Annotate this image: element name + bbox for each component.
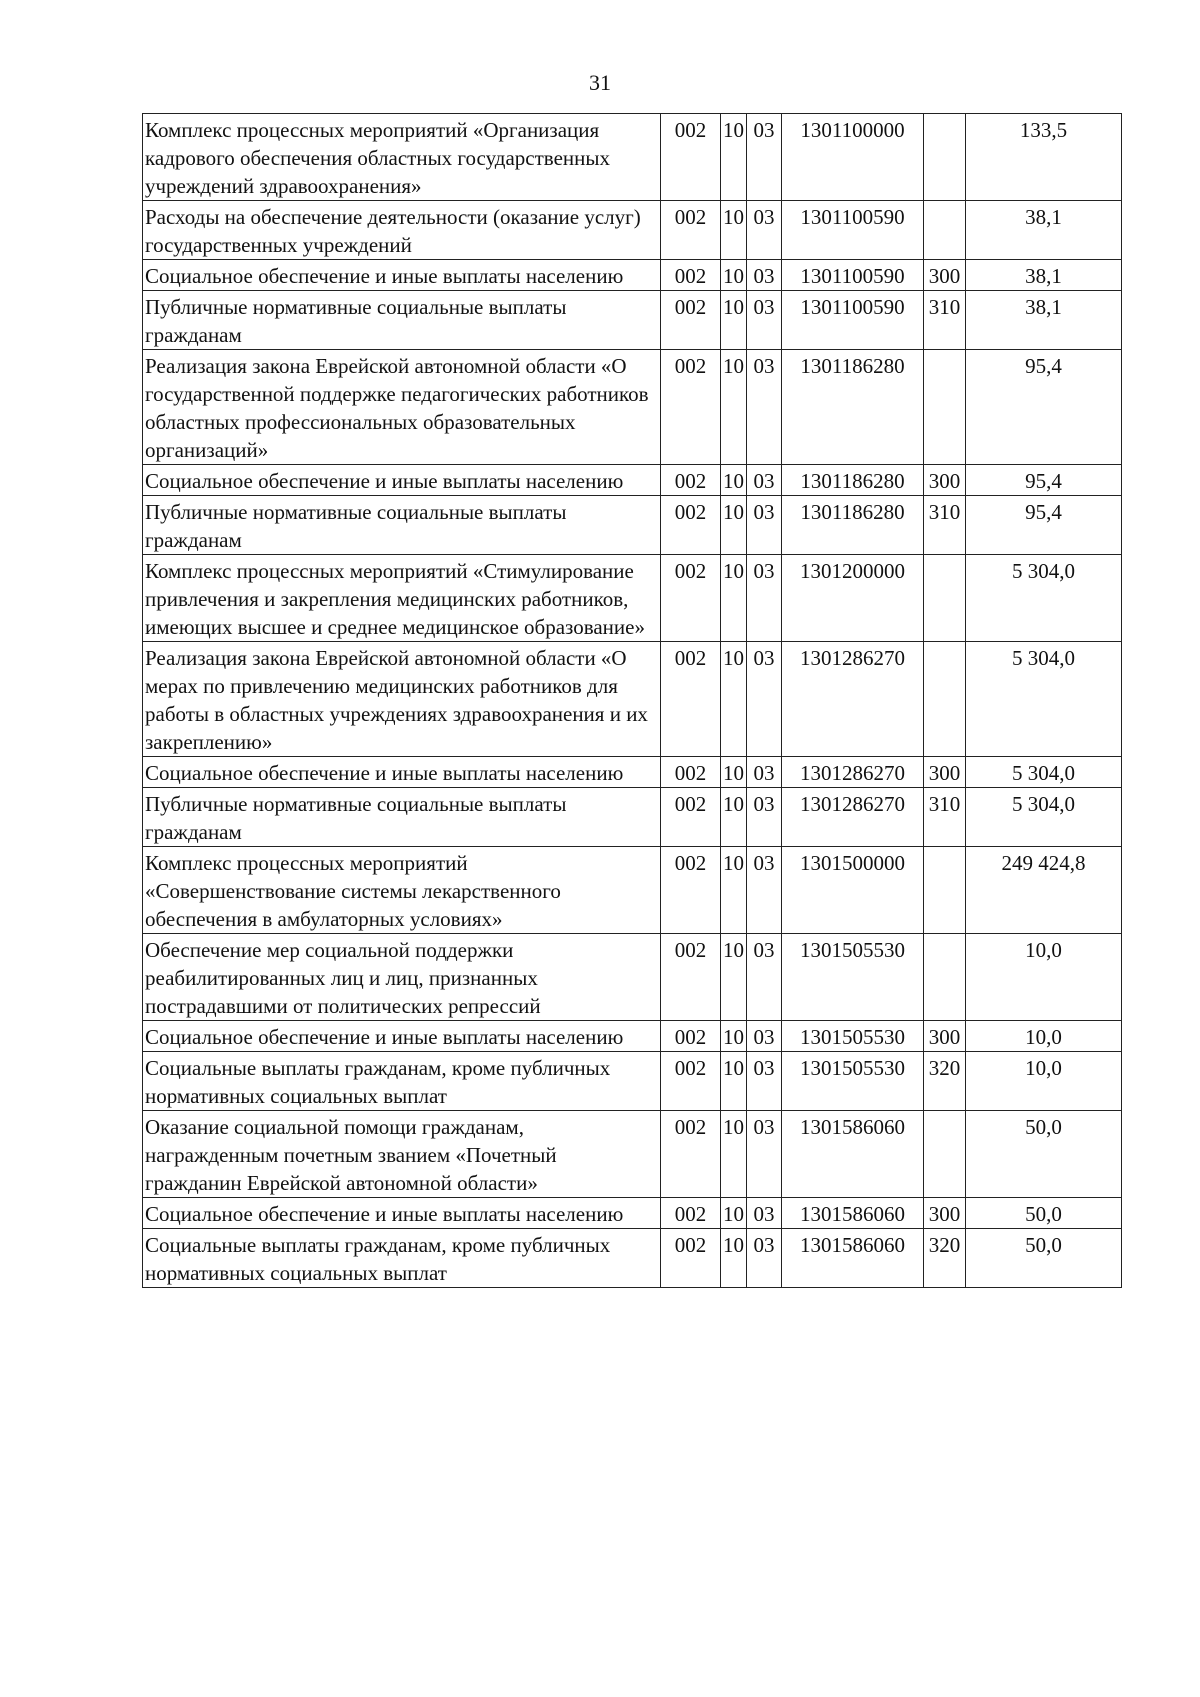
amount-cell: 38,1 bbox=[966, 260, 1122, 291]
target-article-cell: 1301586060 bbox=[782, 1198, 924, 1229]
grbs-code-cell: 002 bbox=[661, 1052, 721, 1111]
target-article-cell: 1301586060 bbox=[782, 1111, 924, 1198]
subsection-code-cell: 03 bbox=[747, 1021, 782, 1052]
expense-name-cell: Комплекс процессных мероприятий «Организация кадрового обеспечения областных государственных учреждений здравоохранения» bbox=[143, 114, 661, 201]
amount-cell: 249 424,8 bbox=[966, 847, 1122, 934]
subsection-code-cell: 03 bbox=[747, 934, 782, 1021]
expense-name-cell: Социальное обеспечение и иные выплаты населению bbox=[143, 1021, 661, 1052]
expense-type-cell: 300 bbox=[924, 1198, 966, 1229]
grbs-code-cell: 002 bbox=[661, 1111, 721, 1198]
expense-name-cell: Реализация закона Еврейской автономной области «О государственной поддержке педагогических работников областных профессиональных образовательных организаций» bbox=[143, 350, 661, 465]
table-row bbox=[143, 642, 1122, 757]
amount-cell: 10,0 bbox=[966, 934, 1122, 1021]
section-code-cell: 10 bbox=[721, 1052, 747, 1111]
expense-name-cell: Социальные выплаты гражданам, кроме публичных нормативных социальных выплат bbox=[143, 1229, 661, 1288]
target-article-cell: 1301100590 bbox=[782, 260, 924, 291]
expense-name-cell: Комплекс процессных мероприятий «Совершенствование системы лекарственного обеспечения в амбулаторных условиях» bbox=[143, 847, 661, 934]
table-row bbox=[143, 757, 1122, 788]
section-code-cell: 10 bbox=[721, 555, 747, 642]
target-article-cell: 1301505530 bbox=[782, 934, 924, 1021]
grbs-code-cell: 002 bbox=[661, 260, 721, 291]
grbs-code-cell: 002 bbox=[661, 1021, 721, 1052]
grbs-code-cell: 002 bbox=[661, 201, 721, 260]
expense-type-cell: 320 bbox=[924, 1229, 966, 1288]
target-article-cell: 1301286270 bbox=[782, 757, 924, 788]
expense-type-cell bbox=[924, 642, 966, 757]
grbs-code-cell: 002 bbox=[661, 757, 721, 788]
expense-name-cell: Реализация закона Еврейской автономной области «О мерах по привлечению медицинских работников для работы в областных учреждениях здравоохранения и их закреплению» bbox=[143, 642, 661, 757]
expense-type-cell bbox=[924, 201, 966, 260]
grbs-code-cell: 002 bbox=[661, 114, 721, 201]
expense-type-cell: 300 bbox=[924, 757, 966, 788]
grbs-code-cell: 002 bbox=[661, 847, 721, 934]
target-article-cell: 1301505530 bbox=[782, 1021, 924, 1052]
target-article-cell: 1301286270 bbox=[782, 642, 924, 757]
expense-type-cell bbox=[924, 847, 966, 934]
target-article-cell: 1301186280 bbox=[782, 350, 924, 465]
expense-name-cell: Публичные нормативные социальные выплаты гражданам bbox=[143, 291, 661, 350]
subsection-code-cell: 03 bbox=[747, 291, 782, 350]
grbs-code-cell: 002 bbox=[661, 788, 721, 847]
subsection-code-cell: 03 bbox=[747, 1229, 782, 1288]
target-article-cell: 1301100590 bbox=[782, 291, 924, 350]
expense-name-cell: Социальные выплаты гражданам, кроме публичных нормативных социальных выплат bbox=[143, 1052, 661, 1111]
table-row bbox=[143, 934, 1122, 1021]
section-code-cell: 10 bbox=[721, 114, 747, 201]
section-code-cell: 10 bbox=[721, 496, 747, 555]
amount-cell: 38,1 bbox=[966, 291, 1122, 350]
subsection-code-cell: 03 bbox=[747, 642, 782, 757]
expense-name-cell: Социальное обеспечение и иные выплаты населению bbox=[143, 465, 661, 496]
target-article-cell: 1301505530 bbox=[782, 1052, 924, 1111]
table-row bbox=[143, 465, 1122, 496]
target-article-cell: 1301586060 bbox=[782, 1229, 924, 1288]
amount-cell: 10,0 bbox=[966, 1052, 1122, 1111]
expense-type-cell: 300 bbox=[924, 1021, 966, 1052]
table-row bbox=[143, 1052, 1122, 1111]
expense-type-cell: 310 bbox=[924, 291, 966, 350]
table-row bbox=[143, 788, 1122, 847]
grbs-code-cell: 002 bbox=[661, 1229, 721, 1288]
section-code-cell: 10 bbox=[721, 1229, 747, 1288]
expense-name-cell: Социальное обеспечение и иные выплаты населению bbox=[143, 260, 661, 291]
expense-name-cell: Комплекс процессных мероприятий «Стимулирование привлечения и закрепления медицинских работников, имеющих высшее и среднее медицинское образование» bbox=[143, 555, 661, 642]
subsection-code-cell: 03 bbox=[747, 788, 782, 847]
grbs-code-cell: 002 bbox=[661, 496, 721, 555]
table-row bbox=[143, 350, 1122, 465]
expense-type-cell bbox=[924, 934, 966, 1021]
section-code-cell: 10 bbox=[721, 757, 747, 788]
amount-cell: 38,1 bbox=[966, 201, 1122, 260]
subsection-code-cell: 03 bbox=[747, 114, 782, 201]
table-row bbox=[143, 114, 1122, 201]
target-article-cell: 1301100590 bbox=[782, 201, 924, 260]
section-code-cell: 10 bbox=[721, 788, 747, 847]
amount-cell: 10,0 bbox=[966, 1021, 1122, 1052]
table-row bbox=[143, 1111, 1122, 1198]
expense-type-cell: 300 bbox=[924, 465, 966, 496]
amount-cell: 5 304,0 bbox=[966, 555, 1122, 642]
expense-type-cell bbox=[924, 114, 966, 201]
expense-type-cell bbox=[924, 555, 966, 642]
target-article-cell: 1301186280 bbox=[782, 496, 924, 555]
table-row bbox=[143, 260, 1122, 291]
grbs-code-cell: 002 bbox=[661, 934, 721, 1021]
table-row bbox=[143, 1198, 1122, 1229]
amount-cell: 95,4 bbox=[966, 465, 1122, 496]
expense-name-cell: Оказание социальной помощи гражданам, награжденным почетным званием «Почетный гражданин Еврейской автономной области» bbox=[143, 1111, 661, 1198]
target-article-cell: 1301186280 bbox=[782, 465, 924, 496]
section-code-cell: 10 bbox=[721, 465, 747, 496]
amount-cell: 133,5 bbox=[966, 114, 1122, 201]
grbs-code-cell: 002 bbox=[661, 1198, 721, 1229]
subsection-code-cell: 03 bbox=[747, 1111, 782, 1198]
subsection-code-cell: 03 bbox=[747, 350, 782, 465]
grbs-code-cell: 002 bbox=[661, 465, 721, 496]
budget-table bbox=[142, 113, 1122, 1288]
amount-cell: 95,4 bbox=[966, 496, 1122, 555]
expense-name-cell: Обеспечение мер социальной поддержки реабилитированных лиц и лиц, признанных пострадавшими от политических репрессий bbox=[143, 934, 661, 1021]
table-row bbox=[143, 291, 1122, 350]
section-code-cell: 10 bbox=[721, 1198, 747, 1229]
amount-cell: 50,0 bbox=[966, 1111, 1122, 1198]
target-article-cell: 1301500000 bbox=[782, 847, 924, 934]
subsection-code-cell: 03 bbox=[747, 260, 782, 291]
section-code-cell: 10 bbox=[721, 847, 747, 934]
expense-name-cell: Социальное обеспечение и иные выплаты населению bbox=[143, 757, 661, 788]
section-code-cell: 10 bbox=[721, 1111, 747, 1198]
subsection-code-cell: 03 bbox=[747, 847, 782, 934]
expense-type-cell bbox=[924, 1111, 966, 1198]
expense-name-cell: Социальное обеспечение и иные выплаты населению bbox=[143, 1198, 661, 1229]
table-body bbox=[143, 114, 1122, 1288]
subsection-code-cell: 03 bbox=[747, 496, 782, 555]
amount-cell: 50,0 bbox=[966, 1229, 1122, 1288]
expense-type-cell: 310 bbox=[924, 496, 966, 555]
section-code-cell: 10 bbox=[721, 350, 747, 465]
table-row bbox=[143, 847, 1122, 934]
page-number: 31 bbox=[589, 70, 611, 95]
table-row bbox=[143, 1021, 1122, 1052]
amount-cell: 95,4 bbox=[966, 350, 1122, 465]
amount-cell: 5 304,0 bbox=[966, 788, 1122, 847]
amount-cell: 5 304,0 bbox=[966, 757, 1122, 788]
amount-cell: 5 304,0 bbox=[966, 642, 1122, 757]
expense-name-cell: Расходы на обеспечение деятельности (оказание услуг) государственных учреждений bbox=[143, 201, 661, 260]
grbs-code-cell: 002 bbox=[661, 350, 721, 465]
subsection-code-cell: 03 bbox=[747, 1198, 782, 1229]
target-article-cell: 1301100000 bbox=[782, 114, 924, 201]
target-article-cell: 1301200000 bbox=[782, 555, 924, 642]
amount-cell: 50,0 bbox=[966, 1198, 1122, 1229]
section-code-cell: 10 bbox=[721, 291, 747, 350]
section-code-cell: 10 bbox=[721, 934, 747, 1021]
table-row bbox=[143, 496, 1122, 555]
grbs-code-cell: 002 bbox=[661, 291, 721, 350]
section-code-cell: 10 bbox=[721, 260, 747, 291]
expense-type-cell bbox=[924, 350, 966, 465]
expense-type-cell: 300 bbox=[924, 260, 966, 291]
section-code-cell: 10 bbox=[721, 1021, 747, 1052]
section-code-cell: 10 bbox=[721, 642, 747, 757]
section-code-cell: 10 bbox=[721, 201, 747, 260]
expense-type-cell: 320 bbox=[924, 1052, 966, 1111]
subsection-code-cell: 03 bbox=[747, 555, 782, 642]
subsection-code-cell: 03 bbox=[747, 465, 782, 496]
subsection-code-cell: 03 bbox=[747, 757, 782, 788]
expense-name-cell: Публичные нормативные социальные выплаты гражданам bbox=[143, 496, 661, 555]
grbs-code-cell: 002 bbox=[661, 642, 721, 757]
subsection-code-cell: 03 bbox=[747, 201, 782, 260]
table-row bbox=[143, 555, 1122, 642]
table-row bbox=[143, 201, 1122, 260]
expense-name-cell: Публичные нормативные социальные выплаты гражданам bbox=[143, 788, 661, 847]
subsection-code-cell: 03 bbox=[747, 1052, 782, 1111]
table-row bbox=[143, 1229, 1122, 1288]
target-article-cell: 1301286270 bbox=[782, 788, 924, 847]
expense-type-cell: 310 bbox=[924, 788, 966, 847]
grbs-code-cell: 002 bbox=[661, 555, 721, 642]
